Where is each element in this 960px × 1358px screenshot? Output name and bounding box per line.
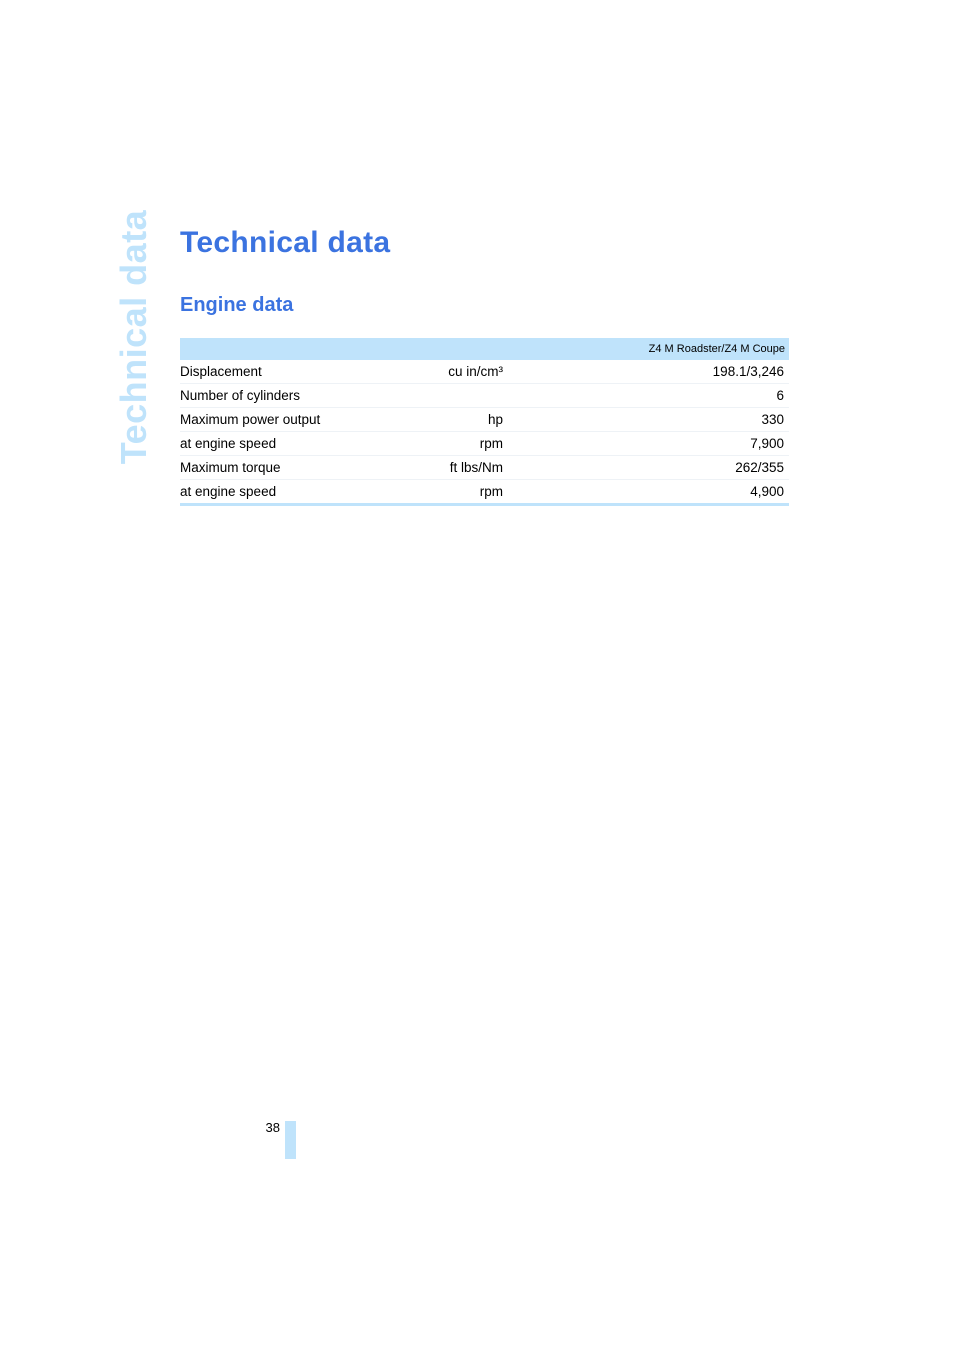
row-label: Maximum power output: [180, 408, 420, 432]
row-value: 6: [503, 384, 789, 408]
row-value: 4,900: [503, 480, 789, 505]
section-title: Engine data: [180, 294, 294, 316]
row-value: 7,900: [503, 432, 789, 456]
row-unit: hp: [420, 408, 503, 432]
row-unit: cu in/cm³: [420, 360, 503, 384]
page-number-bar: [285, 1121, 296, 1159]
table-row: [180, 456, 789, 480]
table-header-model: Z4 M Roadster/Z4 M Coupe: [180, 338, 789, 360]
row-label: Displacement: [180, 360, 420, 384]
row-unit: ft lbs/Nm: [420, 456, 503, 480]
row-value: 198.1/3,246: [503, 360, 789, 384]
table-header-row: [180, 338, 789, 360]
table-row: [180, 384, 789, 408]
side-title: [113, 209, 155, 465]
side-title-text: Technical data: [113, 209, 155, 465]
table-row: [180, 480, 789, 505]
row-label: Number of cylinders: [180, 384, 420, 408]
row-value: 262/355: [503, 456, 789, 480]
page-title: Technical data: [180, 226, 391, 259]
table-row: [180, 360, 789, 384]
row-label: at engine speed: [180, 432, 420, 456]
page-number: 38: [265, 1120, 280, 1135]
row-value: 330: [503, 408, 789, 432]
table-row: [180, 408, 789, 432]
row-unit: [420, 384, 503, 408]
row-unit: rpm: [420, 432, 503, 456]
engine-data-table: [180, 338, 789, 506]
row-label: at engine speed: [180, 480, 420, 505]
row-unit: rpm: [420, 480, 503, 505]
table-row: [180, 432, 789, 456]
row-label: Maximum torque: [180, 456, 420, 480]
